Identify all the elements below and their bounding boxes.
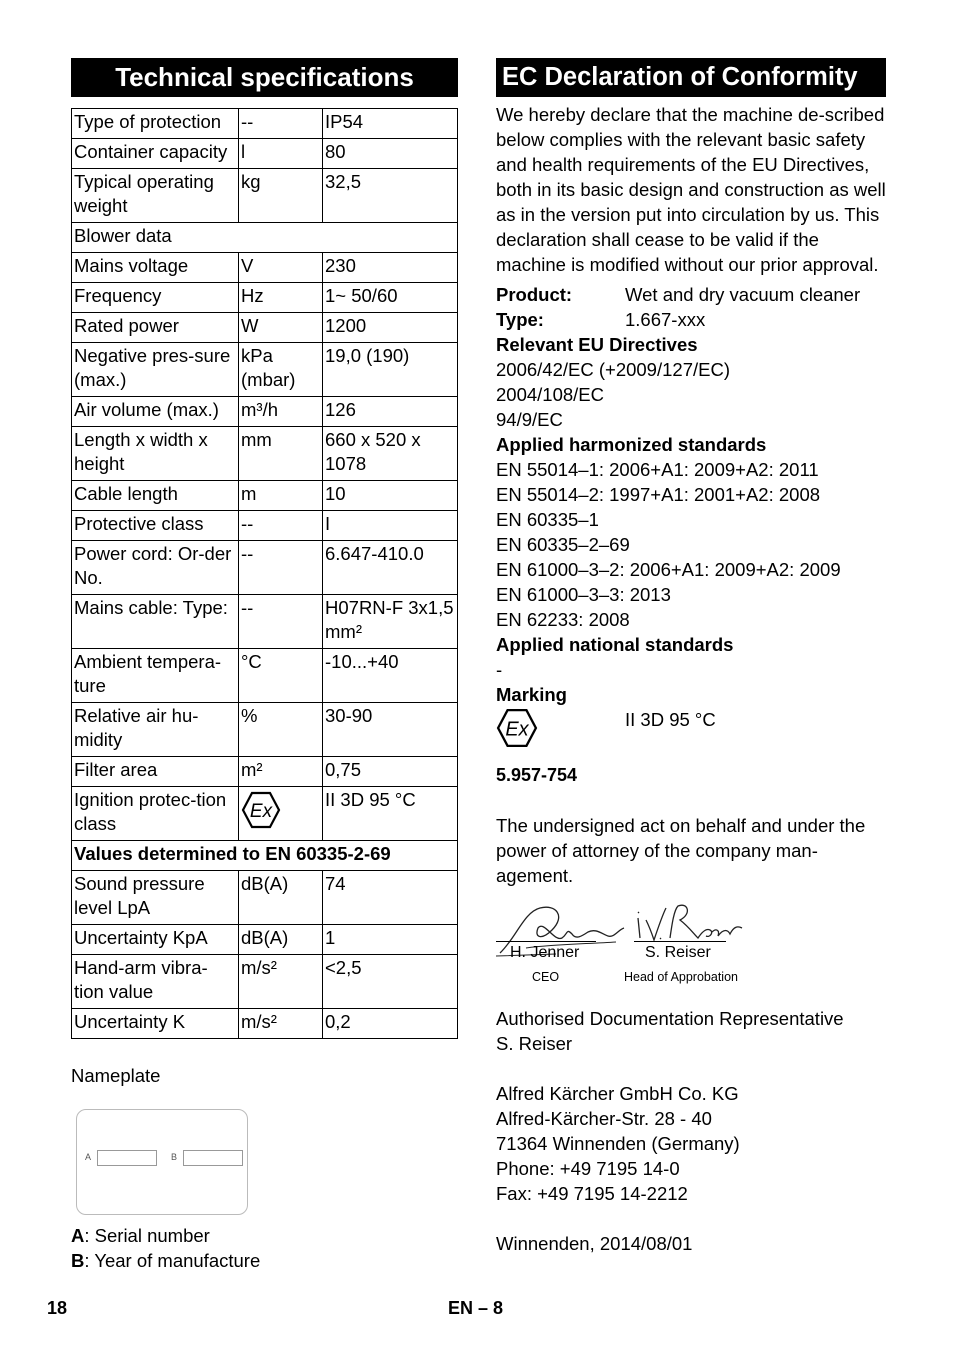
table-section-row [72,841,458,871]
spec-unit: V [239,253,323,283]
table-row [72,703,458,757]
nameplate-label-b: B [171,1152,178,1162]
ec-declaration-column [496,58,886,1256]
spec-label: Air volume (max.) [72,397,239,427]
spec-value: 126 [323,397,458,427]
spec-label: Container capacity [72,139,239,169]
signatures [496,898,886,1000]
nameplate-illustration [76,1109,248,1215]
company-address [496,1081,886,1206]
spec-label: Mains voltage [72,253,239,283]
spec-unit: m³/h [239,397,323,427]
table-row [72,397,458,427]
spec-value: 30-90 [323,703,458,757]
table-row [72,787,458,841]
authorised-representative-name: S. Reiser [496,1033,573,1054]
spec-value: 0,2 [323,1009,458,1039]
spec-unit: kPa (mbar) [239,343,323,397]
standard-item: EN 61000–3–3: 2013 [496,584,671,605]
table-row [72,253,458,283]
standard-item: EN 60335–2–69 [496,534,630,555]
spec-value: 1~ 50/60 [323,283,458,313]
table-row [72,595,458,649]
spec-value: 1 [323,925,458,955]
spec-unit: dB(A) [239,871,323,925]
authorised-representative-label: Authorised Documentation Representative [496,1008,844,1029]
spec-unit: m [239,481,323,511]
table-row [72,871,458,925]
table-row [72,511,458,541]
address-line: Alfred-Kärcher-Str. 28 - 40 [496,1108,712,1129]
nameplate-title: Nameplate [71,1065,161,1086]
harmonized-standards-title: Applied harmonized standards [496,434,767,455]
spec-value: 230 [323,253,458,283]
spec-value: IP54 [323,109,458,139]
address-line: Fax: +49 7195 14-2212 [496,1183,688,1204]
marking-value: II 3D 95 °C [625,709,716,730]
standard-item: EN 55014–2: 1997+A1: 2001+A2: 2008 [496,484,821,505]
spec-unit: -- [239,541,323,595]
spec-unit: -- [239,595,323,649]
national-standards-title: Applied national standards [496,634,734,655]
signature-reiser [634,898,744,950]
standard-item: EN 62233: 2008 [496,609,630,630]
spec-value: <2,5 [323,955,458,1009]
spec-unit: m/s² [239,955,323,1009]
spec-unit: l [239,139,323,169]
type-label: Type: [496,309,544,330]
spec-label: Relative air hu-midity [72,703,239,757]
spec-value: 1200 [323,313,458,343]
table-row [72,955,458,1009]
spec-label: Cable length [72,481,239,511]
table-row [72,139,458,169]
spec-label: Typical operating weight [72,169,239,223]
table-row [72,649,458,703]
ex-icon [496,707,625,751]
spec-label: Uncertainty KpA [72,925,239,955]
technical-specifications-column [71,58,458,1273]
signer2-title: Head of Approbation [624,970,738,984]
spec-label: Ignition protec-tion class [72,787,239,841]
page-number: 18 [47,1298,68,1318]
spec-label: Negative pres-sure (max.) [72,343,239,397]
table-section-row [72,223,458,253]
spec-value: H07RN-F 3x1,5 mm² [323,595,458,649]
spec-label: Frequency [72,283,239,313]
document-number: 5.957-754 [496,765,578,785]
spec-label: Ambient tempera-ture [72,649,239,703]
type-line [496,307,886,332]
table-row [72,313,458,343]
spec-value: 80 [323,139,458,169]
spec-label: Sound pressure level LpA [72,871,239,925]
spec-label: Uncertainty K [72,1009,239,1039]
nameplate-label-a: A [85,1152,92,1162]
spec-value: I [323,511,458,541]
marking-line [496,707,886,751]
address-line: Phone: +49 7195 14-0 [496,1158,680,1179]
spec-unit: mm [239,427,323,481]
technical-specifications-heading: Technical specifications [71,58,458,97]
spec-unit: m² [239,757,323,787]
table-row [72,925,458,955]
directive-item: 94/9/EC [496,409,563,430]
section-blower-data: Blower data [72,223,458,253]
type-value: 1.667-xxx [625,309,706,330]
legend-item-b: B: Year of manufacture [71,1250,261,1271]
svg-text:Ex: Ex [505,718,529,741]
table-row [72,169,458,223]
address-line: 71364 Winnenden (Germany) [496,1133,740,1154]
spec-label: Protective class [72,511,239,541]
spec-value: II 3D 95 °C [323,787,458,841]
spec-value: 0,75 [323,757,458,787]
standard-item: EN 55014–1: 2006+A1: 2009+A2: 2011 [496,459,819,480]
spec-unit: dB(A) [239,925,323,955]
spec-value: -10...+40 [323,649,458,703]
section-values-determined: Values determined to EN 60335-2-69 [72,841,458,871]
product-label: Product: [496,284,573,305]
spec-label: Type of protection [72,109,239,139]
spec-unit: Hz [239,283,323,313]
ex-icon [239,787,323,841]
nameplate-legend [71,1223,458,1273]
directives-title: Relevant EU Directives [496,334,698,355]
address-line: Alfred Kärcher GmbH Co. KG [496,1083,739,1104]
product-value: Wet and dry vacuum cleaner [625,284,861,305]
table-row [72,109,458,139]
spec-label: Power cord: Or-der No. [72,541,239,595]
place-date: Winnenden, 2014/08/01 [496,1233,693,1254]
page-code: EN – 8 [448,1298,504,1318]
table-row [72,283,458,313]
ec-declaration-heading: EC Declaration of Conformity [496,58,886,97]
standard-item: EN 60335–1 [496,509,599,530]
spec-label: Hand-arm vibra-tion value [72,955,239,1009]
spec-label: Rated power [72,313,239,343]
signer1-name: H. Jenner [510,944,580,961]
spec-label: Length x width x height [72,427,239,481]
signer1-title: CEO [532,970,560,984]
spec-unit: kg [239,169,323,223]
spec-value: 660 x 520 x 1078 [323,427,458,481]
declaration-text: We hereby declare that the machine de-scribed below complies with the relevant basic safety and health requirements of the EU Directives, both in its basic design and construction as well as in the version put into circulation by us. This declaration shall cease to be valid if the machine is modified without our prior approval. [496,104,886,275]
table-row [72,427,458,481]
svg-text:Ex: Ex [249,801,273,822]
national-standards-value: - [496,659,503,680]
signer2-name: S. Reiser [645,944,711,961]
legend-item-a: A: Serial number [71,1225,210,1246]
spec-unit: % [239,703,323,757]
nameplate-field-b [183,1150,243,1166]
directive-item: 2004/108/EC [496,384,605,405]
standard-item: EN 61000–3–2: 2006+A1: 2009+A2: 2009 [496,559,841,580]
directive-item: 2006/42/EC (+2009/127/EC) [496,359,730,380]
spec-unit: -- [239,511,323,541]
undersigned-text: The undersigned act on behalf and under the power of attorney of the company man-agement. [496,815,866,886]
spec-table [71,108,458,1039]
spec-value: 74 [323,871,458,925]
spec-value: 10 [323,481,458,511]
spec-label: Filter area [72,757,239,787]
nameplate-field-a [97,1150,157,1166]
marking-title: Marking [496,684,567,705]
table-row [72,481,458,511]
spec-value: 6.647-410.0 [323,541,458,595]
spec-unit: °C [239,649,323,703]
spec-value: 32,5 [323,169,458,223]
spec-label: Mains cable: Type: [72,595,239,649]
spec-unit: -- [239,109,323,139]
table-row [72,757,458,787]
table-row [72,1009,458,1039]
spec-unit: m/s² [239,1009,323,1039]
product-line [496,282,886,307]
table-row [72,541,458,595]
table-row [72,343,458,397]
spec-unit: W [239,313,323,343]
spec-value: 19,0 (190) [323,343,458,397]
